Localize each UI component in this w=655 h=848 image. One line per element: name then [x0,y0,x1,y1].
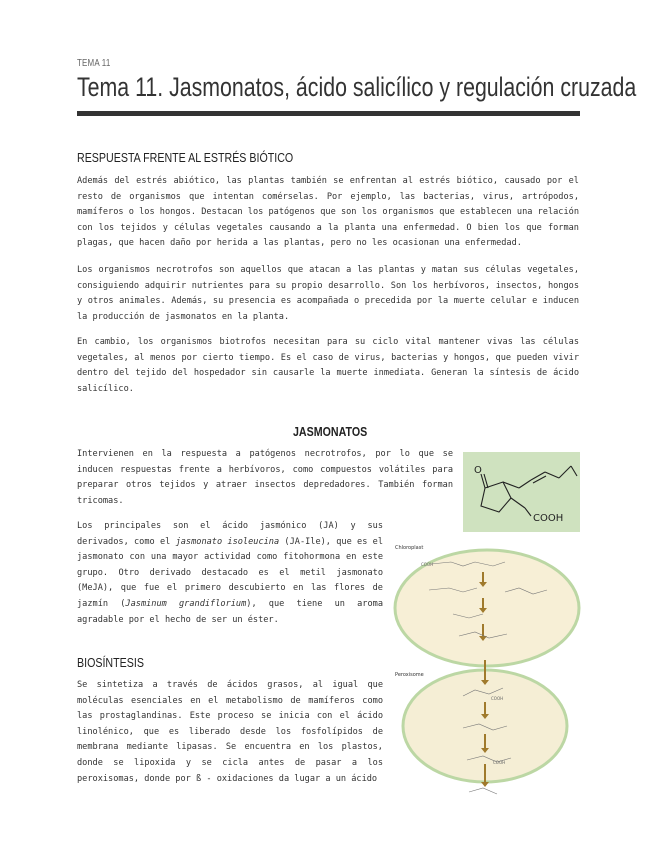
oxygen-label: O [474,465,482,476]
biosynthesis-pathway-diagram [393,542,595,810]
paragraph-biotic-3: En cambio, los organismos biotrofos necesitan para su ciclo vital mantener vivas las células vegetales, al menos por cierto tiempo. Es el caso de virus, bacterias y hongos, que pueden vivir dentro del tejido del hospedador sin causarle la muerte inmediata. Generan la síntesis de ácido salicílico. [77,337,579,394]
cooh-label-1: COOH [421,562,434,567]
cooh-label-2: COOH [491,696,504,701]
chapter-kicker: TEMA 11 [77,58,111,69]
section-heading-biosynthesis: BIOSÍNTESIS [77,655,144,670]
section-heading-jasmonates: JASMONATOS [293,424,368,439]
paragraph-jasmonates-1: Intervienen en la respuesta a patógenos necrotrofos, por lo que se inducen respuestas frente a herbívoros, como compuestos volátiles para preparar otros tejidos y atraer insectos depredadores. También forman tricomas. [77,449,453,506]
jasmonate-isoleucine-term: jasmonato isoleucina [175,536,280,547]
title-rule [77,111,580,116]
page-title: Tema 11. Jasmonatos, ácido salicílico y regulación cruzada [77,72,637,102]
paragraph-jasmonates-2: Los principales son el ácido jasmónico (JA) y sus derivados, como el jasmonato isoleucina (JA-Ile), que es el jasmonato con una mayor actividad como fitohormona en este grupo. Otro derivado destacado es el metil jasmonato (MeJA), que fue el primero descubierto en las flores de jazmín (Jasminum grandiflorium), que tiene un aroma agradable por el hecho de ser un éster. [77,521,383,625]
cooh-label: COOH [533,513,564,524]
paragraph-biosynthesis-1: Se sintetiza a través de ácidos grasos, al igual que moléculas esenciales en el metabolismo de mamíferos como las prostaglandinas. Este proceso se inicia con el ácido linolénico, que es liberado desde los fosfolípidos de membrana mediante lipasas. Se encuentra en los plastos, donde se lipoxida y se cicla antes de pasar a los peroxisomas, donde por ß - oxidaciones da lugar a un ácido [77,680,383,784]
chloroplast-label: Chloroplast [395,545,424,551]
jasminum-species-term: Jasminum grandiflorium [125,598,247,609]
paragraph-biotic-2: Los organismos necrotrofos son aquellos que atacan a las plantas y matan sus células vegetales, consiguiendo adquirir nutrientes para su propio desarrollo. Son los herbívoros, insectos, hongos y otros animales. Además, su presencia es acompañada o precedida por la muerte celular e inducen la producción de jasmonatos en la planta. [77,265,579,322]
section-heading-biotic-stress: RESPUESTA FRENTE AL ESTRÉS BIÓTICO [77,150,294,165]
jasmonic-acid-structure [463,452,580,532]
paragraph-biotic-1: Además del estrés abiótico, las plantas también se enfrentan al estrés biótico, causado por el resto de organismos que intentan comérselas. Por ejemplo, las bacterias, virus, artrópodos, mamíferos o los hongos. Destacan los patógenos que son los organismos que establecen una relación con los tejidos y células vegetales causando a la planta una enfermedad. O bien los que forman plagas, que hacen daño por herida a las plantas, pero no les ocasionan una enfermedad. [77,176,579,249]
peroxisome-label: Peroxisome [395,672,424,678]
cooh-label-3: COOH [493,760,506,765]
